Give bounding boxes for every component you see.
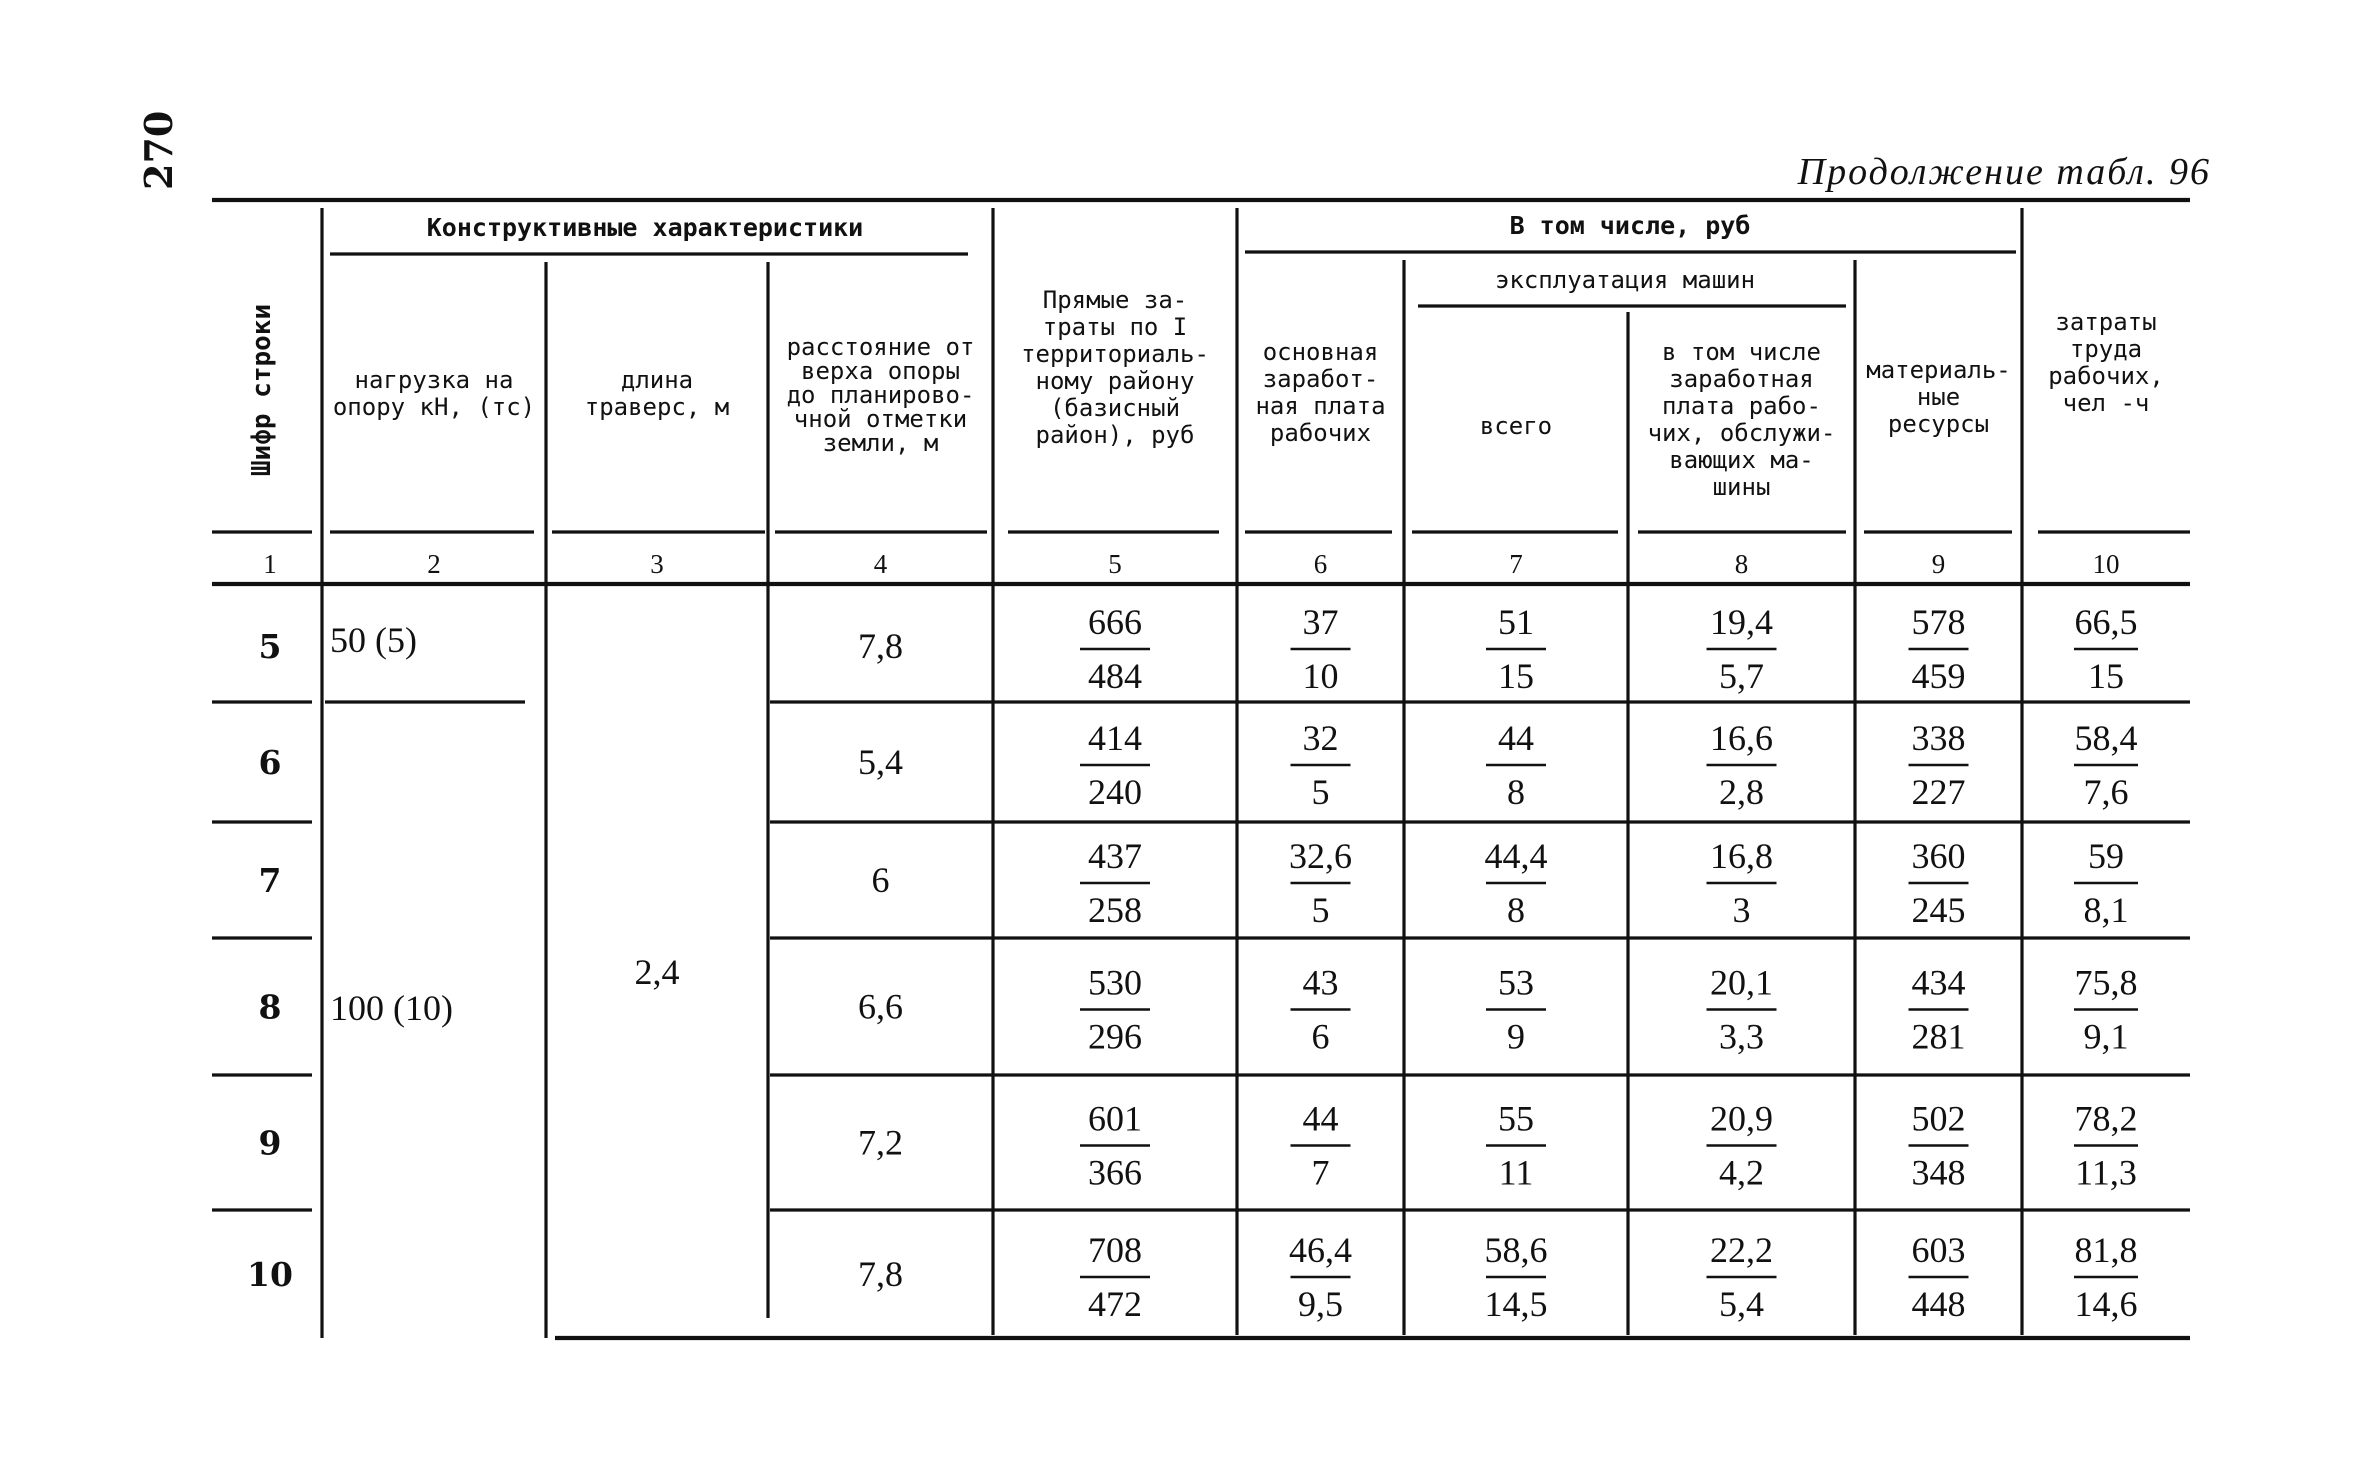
mwage-numerator-row-6: 16,6: [1710, 718, 1773, 758]
mat-numerator-row-9: 502: [1911, 1098, 1966, 1139]
direct-denominator-row-7: 258: [1088, 890, 1142, 930]
distance-value-row-8: 6,6: [858, 986, 903, 1027]
labor-numerator-row-9: 78,2: [2074, 1098, 2138, 1139]
header-base-wage-line-4: рабочих: [1269, 419, 1372, 447]
column-number-1: 1: [263, 549, 277, 579]
wage-denominator-row-5: 10: [1302, 656, 1339, 696]
mwage-numerator-row-9: 20,9: [1710, 1098, 1773, 1139]
wage-denominator-row-8: 6: [1311, 1016, 1330, 1057]
header-machine-group: эксплуатация машин: [1494, 266, 1756, 294]
mach-numerator-row-7: 44,4: [1484, 836, 1548, 876]
distance-value-row-9: 7,2: [858, 1122, 903, 1163]
header-distance-line-2: верха опоры: [801, 357, 960, 385]
header-labor-line-4: чел -ч: [2062, 389, 2150, 417]
header-labor-line-2: труда: [2069, 335, 2143, 363]
column-number-9: 9: [1931, 549, 1946, 579]
direct-numerator-row-9: 601: [1088, 1098, 1142, 1139]
header-labor-line-3: рабочих,: [2048, 362, 2164, 390]
wage-numerator-row-6: 32: [1302, 718, 1339, 758]
header-distance-line-3: до планирово-: [786, 381, 975, 409]
mat-denominator-row-10: 448: [1911, 1284, 1966, 1324]
mach-denominator-row-10: 14,5: [1484, 1284, 1548, 1324]
header-materials-line-2: ные: [1916, 383, 1961, 411]
header-incl-wage-line-1: в том числе: [1662, 338, 1821, 366]
header-direct-costs-line-4: ному району: [1035, 367, 1195, 395]
column-number-6: 6: [1313, 549, 1328, 579]
direct-denominator-row-10: 472: [1088, 1284, 1142, 1324]
mwage-numerator-row-5: 19,4: [1710, 602, 1773, 642]
direct-numerator-row-8: 530: [1088, 962, 1142, 1003]
labor-denominator-row-9: 11,3: [2075, 1152, 2137, 1193]
mat-denominator-row-5: 459: [1911, 656, 1966, 696]
row-code-5: 5: [258, 627, 282, 666]
header-materials-line-3: ресурсы: [1887, 410, 1990, 438]
mat-numerator-row-7: 360: [1911, 836, 1966, 876]
mach-numerator-row-8: 53: [1498, 962, 1534, 1003]
direct-numerator-row-5: 666: [1088, 602, 1142, 642]
distance-value-row-7: 6: [871, 860, 890, 900]
wage-numerator-row-10: 46,4: [1289, 1230, 1352, 1270]
mat-denominator-row-9: 348: [1911, 1152, 1966, 1193]
traverse-value: 2,4: [634, 952, 680, 992]
row-code-7: 7: [258, 861, 282, 900]
header-incl-group: В том числе, руб: [1509, 211, 1751, 240]
wage-numerator-row-5: 37: [1302, 602, 1339, 642]
load-value-1: 50 (5): [330, 620, 417, 660]
mach-numerator-row-5: 51: [1498, 602, 1534, 642]
labor-denominator-row-5: 15: [2088, 656, 2124, 696]
mach-numerator-row-10: 58,6: [1484, 1230, 1548, 1270]
labor-denominator-row-6: 7,6: [2083, 772, 2129, 812]
wage-denominator-row-10: 9,5: [1298, 1284, 1343, 1324]
wage-denominator-row-7: 5: [1311, 890, 1330, 930]
mach-numerator-row-6: 44: [1498, 718, 1534, 758]
labor-denominator-row-7: 8,1: [2083, 890, 2129, 930]
mwage-denominator-row-6: 2,8: [1719, 772, 1764, 812]
header-base-wage-line-3: ная плата: [1255, 392, 1386, 420]
column-number-8: 8: [1734, 549, 1749, 579]
direct-numerator-row-7: 437: [1088, 836, 1142, 876]
header-incl-wage-line-4: чих, обслужи-: [1647, 419, 1836, 447]
wage-denominator-row-6: 5: [1311, 772, 1330, 812]
row-code-6: 6: [258, 743, 282, 782]
header-traverse-line-2: траверс, м: [584, 393, 730, 421]
header-materials-line-1: материаль-: [1866, 356, 2011, 384]
direct-denominator-row-5: 484: [1088, 656, 1142, 696]
mwage-numerator-row-8: 20,1: [1710, 962, 1773, 1003]
column-number-10: 10: [2092, 549, 2120, 579]
direct-numerator-row-6: 414: [1088, 718, 1142, 758]
mwage-numerator-row-10: 22,2: [1710, 1230, 1773, 1270]
column-number-3: 3: [650, 549, 664, 579]
column-number-4: 4: [873, 549, 888, 579]
header-labor-line-1: затраты: [2055, 308, 2157, 336]
labor-denominator-row-8: 9,1: [2083, 1016, 2129, 1057]
row-code-8: 8: [258, 987, 282, 1027]
header-incl-wage-line-2: заработная: [1669, 365, 1814, 393]
labor-numerator-row-5: 66,5: [2074, 602, 2138, 642]
labor-numerator-row-8: 75,8: [2074, 962, 2138, 1003]
distance-value-row-5: 7,8: [858, 626, 903, 666]
mwage-denominator-row-10: 5,4: [1719, 1284, 1764, 1324]
header-direct-costs-line-6: район), руб: [1035, 421, 1195, 449]
distance-value-row-6: 5,4: [858, 742, 903, 782]
mach-numerator-row-9: 55: [1498, 1098, 1534, 1139]
mach-denominator-row-7: 8: [1507, 890, 1525, 930]
header-load-line-1: нагрузка на: [354, 366, 514, 394]
header-construct-group: Конструктивные характеристики: [426, 213, 864, 242]
mat-numerator-row-10: 603: [1911, 1230, 1966, 1270]
mach-denominator-row-5: 15: [1498, 656, 1534, 696]
column-number-2: 2: [427, 549, 441, 579]
header-distance-line-1: расстояние от: [786, 333, 975, 361]
mat-numerator-row-6: 338: [1911, 718, 1966, 758]
mwage-denominator-row-5: 5,7: [1719, 656, 1764, 696]
direct-numerator-row-10: 708: [1088, 1230, 1142, 1270]
header-direct-costs-line-1: Прямые за-: [1042, 286, 1188, 314]
load-value-2: 100 (10): [330, 988, 453, 1028]
header-direct-costs-line-3: территориаль-: [1021, 340, 1209, 368]
header-base-wage-line-2: заработ-: [1262, 365, 1379, 393]
header-incl-wage-line-5: вающих ма-: [1669, 446, 1814, 474]
header-direct-costs-line-5: (базисный: [1049, 394, 1181, 422]
mat-denominator-row-7: 245: [1911, 890, 1966, 930]
mwage-denominator-row-7: 3: [1732, 890, 1751, 930]
row-code-10: 10: [247, 1255, 293, 1294]
direct-denominator-row-9: 366: [1088, 1152, 1142, 1193]
column-number-7: 7: [1509, 549, 1523, 579]
mat-numerator-row-8: 434: [1911, 962, 1966, 1003]
mach-denominator-row-6: 8: [1507, 772, 1525, 812]
labor-numerator-row-6: 58,4: [2074, 718, 2138, 758]
header-traverse-line-1: длина: [620, 366, 694, 394]
continuation-caption: Продолжение табл. 96: [1797, 151, 2211, 193]
mach-denominator-row-9: 11: [1498, 1152, 1534, 1193]
labor-denominator-row-10: 14,6: [2074, 1284, 2138, 1324]
direct-denominator-row-6: 240: [1088, 772, 1142, 812]
header-load-line-2: опору кН, (тс): [332, 393, 536, 421]
labor-numerator-row-7: 59: [2088, 836, 2124, 876]
labor-numerator-row-10: 81,8: [2074, 1230, 2138, 1270]
header-base-wage-line-1: основная: [1262, 338, 1379, 366]
header-incl-wage-line-3: плата рабо-: [1662, 392, 1821, 420]
column-number-5: 5: [1108, 549, 1122, 579]
header-direct-costs-line-2: траты по I: [1042, 313, 1188, 341]
mwage-numerator-row-7: 16,8: [1710, 836, 1773, 876]
mat-numerator-row-5: 578: [1911, 602, 1966, 642]
header-total: всего: [1479, 412, 1553, 440]
wage-denominator-row-9: 7: [1311, 1152, 1330, 1193]
mwage-denominator-row-8: 3,3: [1719, 1016, 1764, 1057]
table-header: [247, 211, 2164, 579]
row-code-9: 9: [258, 1123, 282, 1163]
page-number: 270: [136, 110, 181, 190]
header-incl-wage-line-6: шины: [1712, 473, 1771, 501]
mach-denominator-row-8: 9: [1507, 1016, 1525, 1057]
header-distance-line-5: земли, м: [822, 429, 939, 457]
direct-denominator-row-8: 296: [1088, 1016, 1142, 1057]
distance-value-row-10: 7,8: [858, 1254, 903, 1294]
header-distance-line-4: чной отметки: [793, 405, 968, 433]
mwage-denominator-row-9: 4,2: [1719, 1152, 1764, 1193]
mat-denominator-row-6: 227: [1911, 772, 1966, 812]
header-row-code: Шифр строки: [247, 303, 277, 477]
mat-denominator-row-8: 281: [1911, 1016, 1966, 1057]
wage-numerator-row-9: 44: [1302, 1098, 1339, 1139]
wage-numerator-row-7: 32,6: [1289, 836, 1352, 876]
wage-numerator-row-8: 43: [1302, 962, 1339, 1003]
